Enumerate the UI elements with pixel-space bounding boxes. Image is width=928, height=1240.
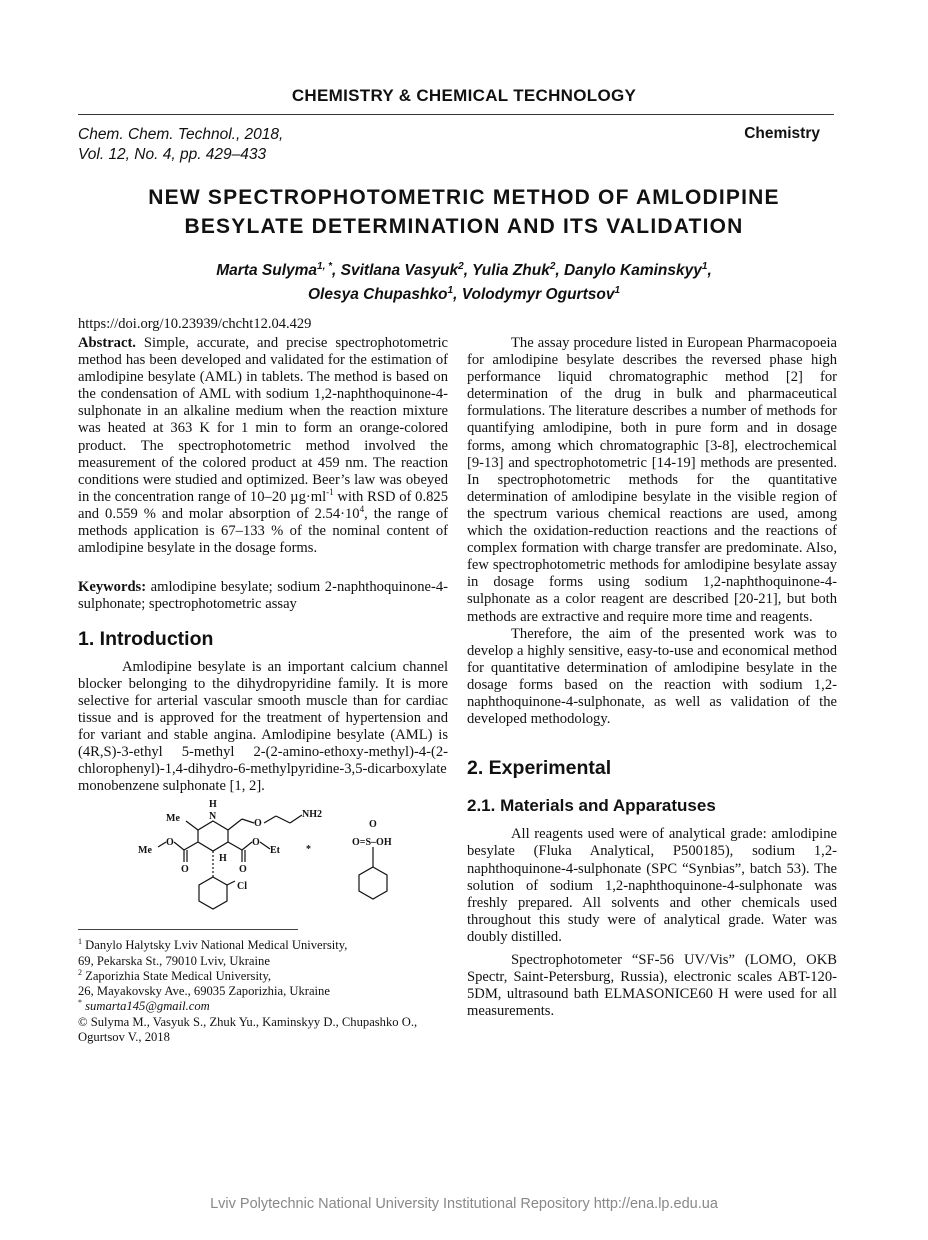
keywords-text: amlodipine besylate; sodium 2-naphthoquinone-4-sulphonate; spectrophotometric assay: [78, 579, 448, 613]
separator: ,: [707, 262, 712, 280]
paper-title: [0, 183, 928, 241]
paragraph: Spectrophotometer “SF-56 UV/Vis” (LOMO, OKB Spectr, Saint-Petersburg, Russia), electronic scales ABT-120-5DM, ultrasound bath ELMASONICE60 H were used for all measurements.: [467, 952, 837, 1020]
footnote-text: 69, Pekarska St., 79010 Lviv, Ukraine: [78, 953, 270, 968]
journal-volume: Vol. 12, No. 4, pp. 429–433: [78, 146, 267, 163]
footnote-text: Zaporizhia State Medical University,: [82, 968, 272, 983]
journal-info: [78, 125, 283, 165]
footnote-marker: *: [78, 998, 82, 1008]
footnote-marker: 2: [78, 967, 82, 977]
author: Volodymyr Ogurtsov: [461, 286, 615, 304]
author-affiliation: 1: [447, 285, 454, 297]
superscript: -1: [326, 486, 334, 497]
footnote-text: 26, Mayakovsky Ave., 69035 Zaporizhia, Ukraine: [78, 984, 330, 999]
separator: ,: [332, 262, 341, 280]
paragraph: All reagents used were of analytical grade: amlodipine besylate (Fluka Analytical, P500185), sodium 1,2-naphthoquinone-4-sulphonate (SPC “Synbias”, batch 53). The solution of sodium 1,2-naphthoquinone-4-sulphonate was freshly prepared. All solvents and other chemicals used throughout this study were of analytical grade. Water was doubly distilled.: [467, 826, 837, 945]
section-heading-introduction: 1. Introduction: [78, 628, 214, 651]
amlodipine-besylate-structure: [138, 797, 458, 915]
section-heading-experimental: 2. Experimental: [467, 757, 612, 780]
paragraph: Therefore, the aim of the presented work was to develop a highly sensitive, easy-to-use and economical method for quantitative determination of amlodipine besylate in the dosage forms based on the reaction with sodium 1,2-naphthoquinone-4-sulphonate, as well as validation of the developed methodology.: [467, 625, 837, 728]
left-column: [78, 335, 448, 1045]
chem-label: O: [252, 837, 260, 849]
separator: ,: [555, 262, 565, 280]
chem-label: *: [306, 844, 311, 856]
chem-label: Et: [270, 845, 280, 857]
footnote-rule: [78, 929, 298, 930]
abstract-text: with RSD of 0.825 and 0.559 % and molar absorption of 2.54·10: [78, 488, 449, 522]
author: Marta Sulyma: [216, 262, 318, 280]
repository-footer: Lviv Polytechnic National University Institutional Repository http://ena.lp.edu.ua: [210, 1196, 718, 1212]
separator: ,: [463, 262, 473, 280]
chem-label: Cl: [237, 881, 247, 893]
authors: [0, 257, 928, 305]
author-affiliation: 1: [701, 261, 708, 272]
author-affiliation: 2: [549, 261, 556, 272]
author-affiliation: 1, *: [317, 261, 333, 272]
journal-citation: Chem. Chem. Technol., 2018,: [78, 126, 284, 143]
author: Olesya Chupashko: [307, 286, 448, 304]
chem-label: O: [369, 819, 377, 831]
paragraph: Amlodipine besylate is an important calcium channel blocker belonging to the dihydropyridine family. It is more selective for arterial vascular smooth muscle than for cardiac tissue and is approved for the treatment of hypertension and for variant and stable angina. Amlodipine besylate (AML) is (4R,S)-3-ethyl 5-methyl 2-(2-amino-ethoxy-methyl)-4-(2-chlorophenyl)-1,4-dihydro-6-methylpyridine-3,5-dicarboxylate monobenzene sulphonate [1, 2].: [78, 658, 448, 795]
author-affiliation: 2: [458, 261, 464, 272]
title-line: BESYLATE DETERMINATION AND ITS VALIDATION: [184, 215, 744, 238]
chem-label: O=S–OH: [352, 837, 392, 849]
benzene-ring: [359, 867, 387, 899]
right-column: [467, 335, 837, 1020]
title-line: NEW SPECTROPHOTOMETRIC METHOD OF AMLODIPINE: [148, 186, 780, 209]
doi-link[interactable]: https://doi.org/10.23939/chcht12.04.429: [78, 316, 312, 332]
separator: ,: [453, 286, 462, 304]
chem-label: Me: [138, 845, 152, 857]
abstract: [78, 335, 448, 557]
abstract-label: Abstract.: [78, 335, 136, 351]
chem-label: O: [254, 818, 262, 830]
author: Danylo Kaminskyy: [564, 262, 702, 280]
abstract-text: , the range of methods application is 67–133 % of the nominal content of amlodipine besylate in the dosage forms.: [78, 505, 448, 557]
chem-label: Me: [166, 813, 180, 825]
abstract-text: Simple, accurate, and precise spectrophotometric method has been developed and validated for the estimation of amlodipine besylate (AML) in tablets. The method is based on the condensation of AML with sodium 1,2-naphthoquinone-4-sulphonate in an alkaline medium when the reaction mixture was heated at 363 K for 1 min to form an orange-colored product. The spectrophotometric method involved the measurement of the colored product at 459 nm. The reaction conditions were studied and optimized. Beer’s law was obeyed in the concentration range of 10–20 µg·ml: [78, 335, 448, 505]
dihydropyridine-ring: [198, 821, 228, 851]
copyright: © Sulyma M., Vasyuk S., Zhuk Yu., Kaminskyy D., Chupashko O., Ogurtsov V., 2018: [78, 1014, 418, 1045]
journal-header: CHEMISTRY & CHEMICAL TECHNOLOGY: [291, 86, 637, 105]
superscript: 4: [359, 504, 365, 515]
corresponding-email[interactable]: sumarta145@gmail.com: [82, 999, 210, 1014]
author: Yulia Zhuk: [472, 262, 550, 280]
chem-label: H: [209, 799, 217, 811]
chem-label: O: [239, 864, 247, 876]
author-affiliation: 1: [614, 285, 621, 297]
footnote-text: Danylo Halytsky Lviv National Medical University,: [82, 938, 348, 953]
keywords: [78, 579, 448, 613]
subsection-heading-materials: 2.1. Materials and Apparatuses: [467, 796, 716, 816]
chem-label: NH2: [302, 809, 322, 821]
footnote-marker: 1: [78, 937, 82, 947]
author: Svitlana Vasyuk: [340, 262, 459, 280]
footnotes: [78, 929, 458, 1045]
chlorophenyl-ring: [199, 877, 227, 909]
section-label: Chemistry: [744, 125, 820, 142]
chem-label: N: [209, 811, 217, 823]
chem-label: O: [181, 864, 189, 876]
paragraph: The assay procedure listed in European Pharmacopoeia for amlodipine besylate describes the reversed phase high performance liquid chromatographic method [2] for determination of the drug in bulk and pharmaceutical formulations. The literature describes a number of methods for quantifying amlodipine, both in pure form and in dosage forms, among which chromatographic [3-8], electrochemical [9-13] and spectrophotometric [14-19] methods are presented. In spectrophotometric methods for the quantitative determination of amlodipine besylate in the visible region of the spectrum various chemical reactions are used, among which the oxidation-reduction reactions and the reactions of complex formation with charge transfer are predominate. Also, few spectrophotometric methods for amlodipine besylate assay in dosage forms using sodium 1,2-naphthoquinone-4-sulphonate as a color reagent are described [20-21], but both methods are extractive and require more time and reagents.: [467, 335, 837, 625]
chem-label: O: [166, 837, 174, 849]
keywords-label: Keywords:: [78, 579, 147, 596]
chem-label: H: [219, 853, 227, 865]
header-rule: [78, 114, 834, 115]
